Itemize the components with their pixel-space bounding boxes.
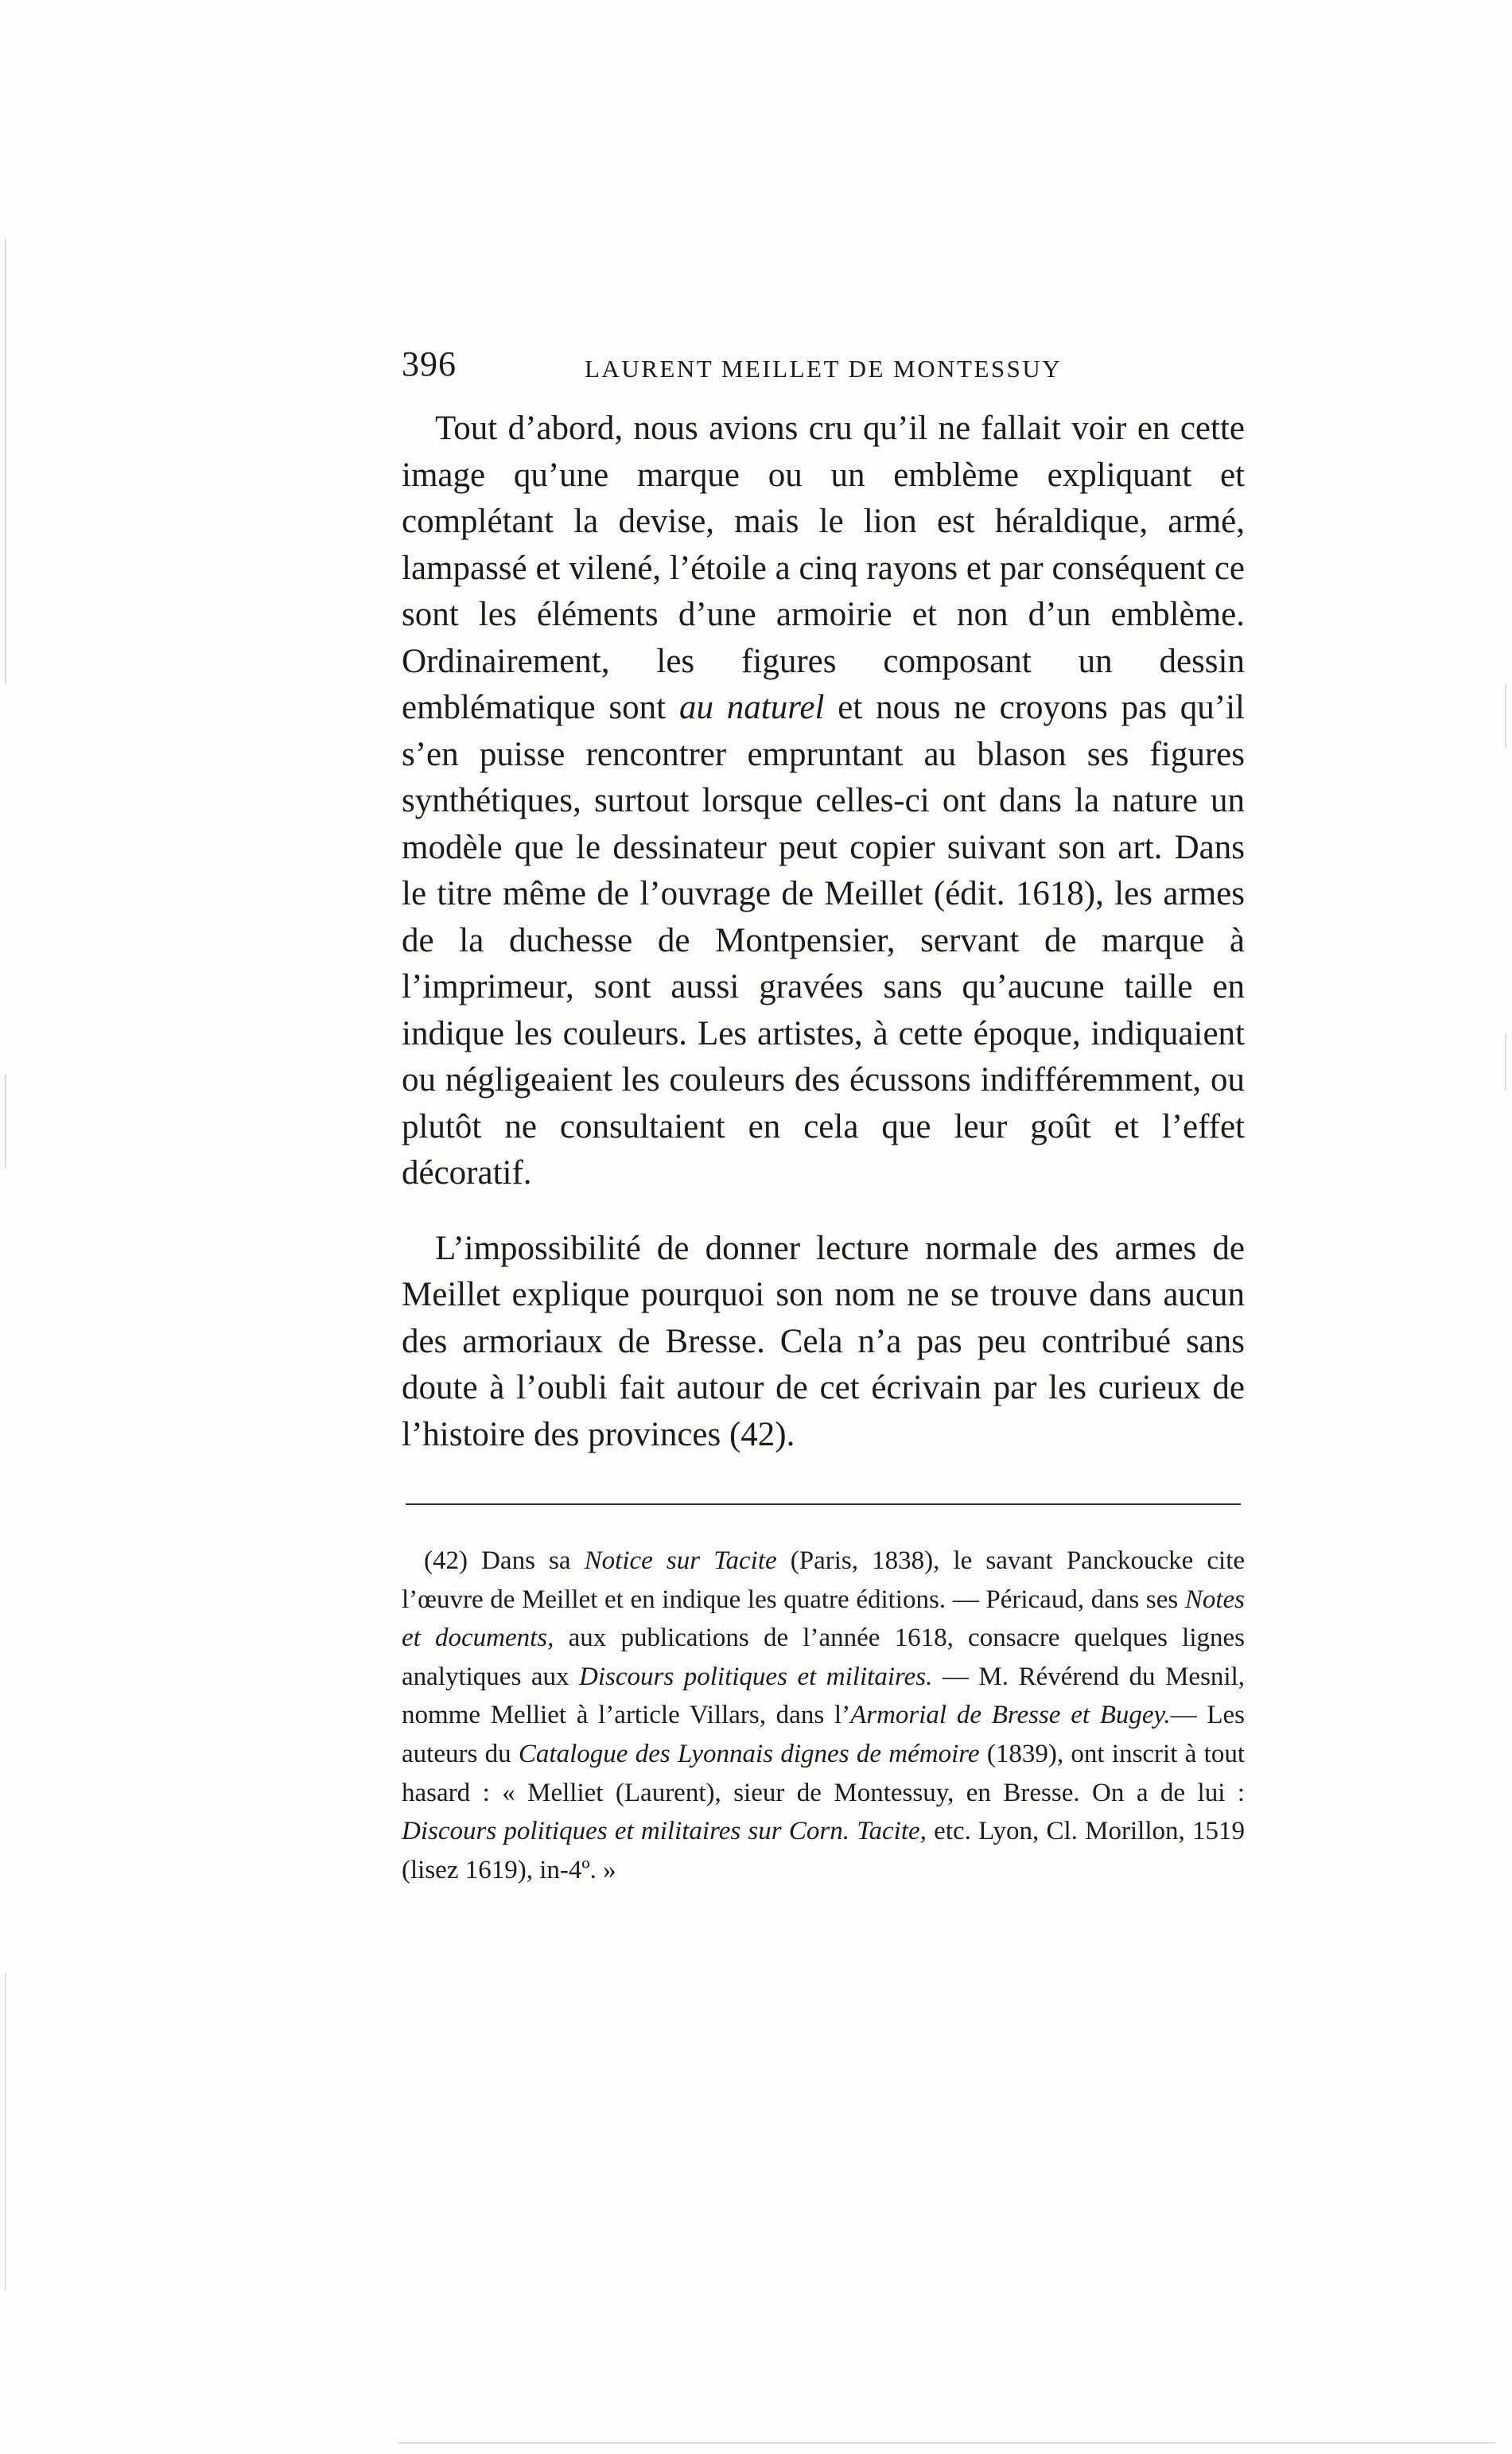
scan-artifact: [5, 1074, 6, 1169]
text-span: (1839), ont inscrit à tout hasard : « Melliet (Laurent), sieur de Montessuy, en Bresse. On a de lui :: [402, 1739, 1245, 1807]
text-span: Tout d’abord, nous avions cru qu’il ne fallait voir en cette image qu’une marque ou un emblème expliquant et complétant la devise, mais le lion est héraldique, armé, lampassé et vilené, l’étoile a cinq rayons et par conséquent ce sont les éléments d’une armoirie et non d’un emblème. Ordinairement, les figures composant un dessin emblématique sont: [402, 410, 1245, 726]
footnote-42: [402, 1542, 1245, 1889]
italic-span: Armorial de Bresse et Bugey.: [850, 1701, 1171, 1730]
italic-span: Discours politiques et militaires.: [579, 1662, 933, 1691]
text-span: et nous ne croyons pas qu’il s’en puisse rencontrer empruntant au blason ses figures synthétiques, surtout lorsque celles-ci ont dans la nature un modèle que le dessinateur peut copier suivant son art. Dans le titre même de l’ouvrage de Meillet (édit. 1618), les armes de la duchesse de Montpensier, servant de marque à l’imprimeur, sont aussi gravées sans qu’aucune taille en indique les couleurs. Les artistes, à cette époque, indiquaient ou négligeaient les couleurs des écussons indifféremment, ou plutôt ne consultaient en cela que leur goût et l’effet décoratif.: [402, 689, 1245, 1192]
text-span: — Les auteurs du: [402, 1701, 1246, 1768]
text-span: L’impossibilité de donner lecture normale des armes de Meillet explique pourquoi son nom ne se trouve dans aucun des armoriaux de Bresse. Cela n’a pas peu contribué sans doute à l’oubli fait autour de cet écrivain par les curieux de l’histoire des provinces (42).: [402, 1229, 1245, 1453]
scan-artifact: [5, 1973, 6, 2291]
text-span: — M. Révérend du Mesnil, nomme Melliet à l’article Villars, dans l’: [402, 1662, 1246, 1730]
footnote-separator: [406, 1503, 1241, 1505]
text-span: (Paris, 1838), le savant Panckoucke cite l’œuvre de Meillet et en indique les quatre éditions. — Péricaud, dans ses: [402, 1546, 1246, 1614]
scan-artifact: [5, 239, 6, 684]
italic-span: Notice sur Tacite: [584, 1546, 777, 1575]
scan-artifact: [1505, 684, 1506, 748]
running-title: LAURENT MEILLET DE MONTESSUY: [585, 355, 1063, 383]
italic-span: au naturel: [678, 689, 825, 726]
paragraph: [402, 406, 1245, 1197]
paragraph: [402, 1226, 1245, 1459]
italic-span: Discours politiques et militaires sur Corn. Tacite,: [402, 1817, 927, 1846]
italic-span: Notes et documents,: [402, 1585, 1245, 1653]
page-number: 396: [402, 344, 457, 383]
main-text: [402, 406, 1245, 1458]
scan-artifact: [1505, 1034, 1506, 1090]
text-span: aux publications de l’année 1618, consacre quelques lignes analytiques aux: [402, 1624, 1245, 1691]
italic-span: Catalogue des Lyonnais dignes de mémoire: [518, 1739, 980, 1768]
scan-artifact: [398, 2442, 1495, 2444]
running-head: [402, 344, 1245, 391]
text-span: (42) Dans sa: [424, 1546, 585, 1575]
text-span: etc. Lyon, Cl. Morillon, 1519 (lisez 1619), in-4º. »: [402, 1817, 1245, 1884]
